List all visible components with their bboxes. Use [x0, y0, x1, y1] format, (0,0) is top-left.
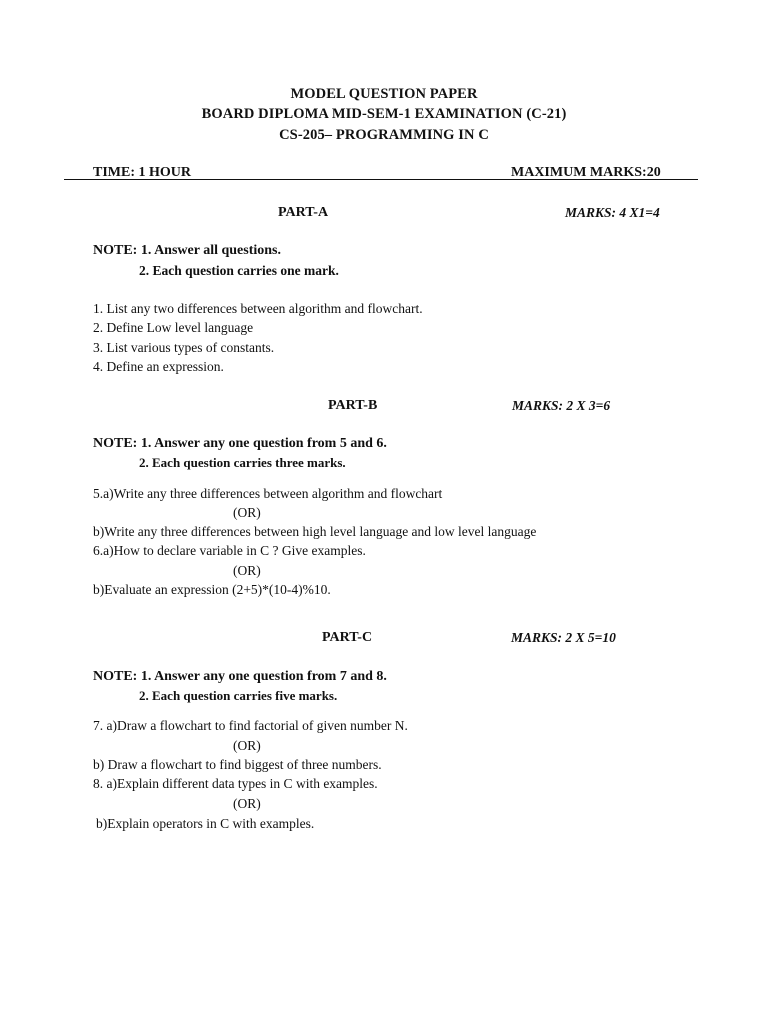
or-separator-7: (OR) [233, 738, 261, 753]
header-divider [64, 179, 698, 180]
part-b-marks: MARKS: 2 X 3=6 [512, 398, 611, 413]
subject-title: CS-205– PROGRAMMING IN C [279, 127, 489, 143]
paper-title: MODEL QUESTION PAPER [290, 86, 478, 102]
time-label: TIME: 1 HOUR [93, 165, 191, 180]
question-5b: b)Write any three differences between high level language and low level language [93, 524, 537, 539]
part-a-heading: PART-A [278, 205, 329, 220]
part-c-marks: MARKS: 2 X 5=10 [511, 630, 616, 645]
or-separator-8: (OR) [233, 796, 261, 811]
question-5a: 5.a)Write any three differences between algorithm and flowchart [93, 486, 443, 501]
or-separator-5: (OR) [233, 505, 261, 520]
question-8a: 8. a)Explain different data types in C with examples. [93, 776, 378, 791]
question-7b: b) Draw a flowchart to find biggest of three numbers. [93, 757, 382, 772]
question-2: 2. Define Low level language [93, 320, 254, 335]
question-4: 4. Define an expression. [93, 359, 224, 374]
part-b-note-1: NOTE: 1. Answer any one question from 5 and 6. [93, 436, 387, 451]
max-marks-label: MAXIMUM MARKS:20 [511, 165, 661, 180]
question-6a: 6.a)How to declare variable in C ? Give examples. [93, 543, 366, 558]
question-8b: b)Explain operators in C with examples. [96, 816, 315, 831]
part-b-note-2: 2. Each question carries three marks. [139, 455, 346, 470]
question-7a: 7. a)Draw a flowchart to find factorial of given number N. [93, 718, 408, 733]
question-6b: b)Evaluate an expression (2+5)*(10-4)%10. [93, 582, 331, 597]
question-1: 1. List any two differences between algorithm and flowchart. [93, 301, 423, 316]
exam-title: BOARD DIPLOMA MID-SEM-1 EXAMINATION (C-21) [201, 106, 567, 122]
part-b-heading: PART-B [328, 398, 378, 413]
part-a-note-2: 2. Each question carries one mark. [139, 263, 339, 278]
part-c-note-1: NOTE: 1. Answer any one question from 7 and 8. [93, 669, 387, 684]
part-c-heading: PART-C [322, 630, 373, 645]
part-a-note-1: NOTE: 1. Answer all questions. [93, 243, 281, 258]
part-a-marks: MARKS: 4 X1=4 [565, 205, 660, 220]
part-c-note-2: 2. Each question carries five marks. [139, 688, 338, 703]
question-3: 3. List various types of constants. [93, 340, 275, 355]
or-separator-6: (OR) [233, 563, 261, 578]
